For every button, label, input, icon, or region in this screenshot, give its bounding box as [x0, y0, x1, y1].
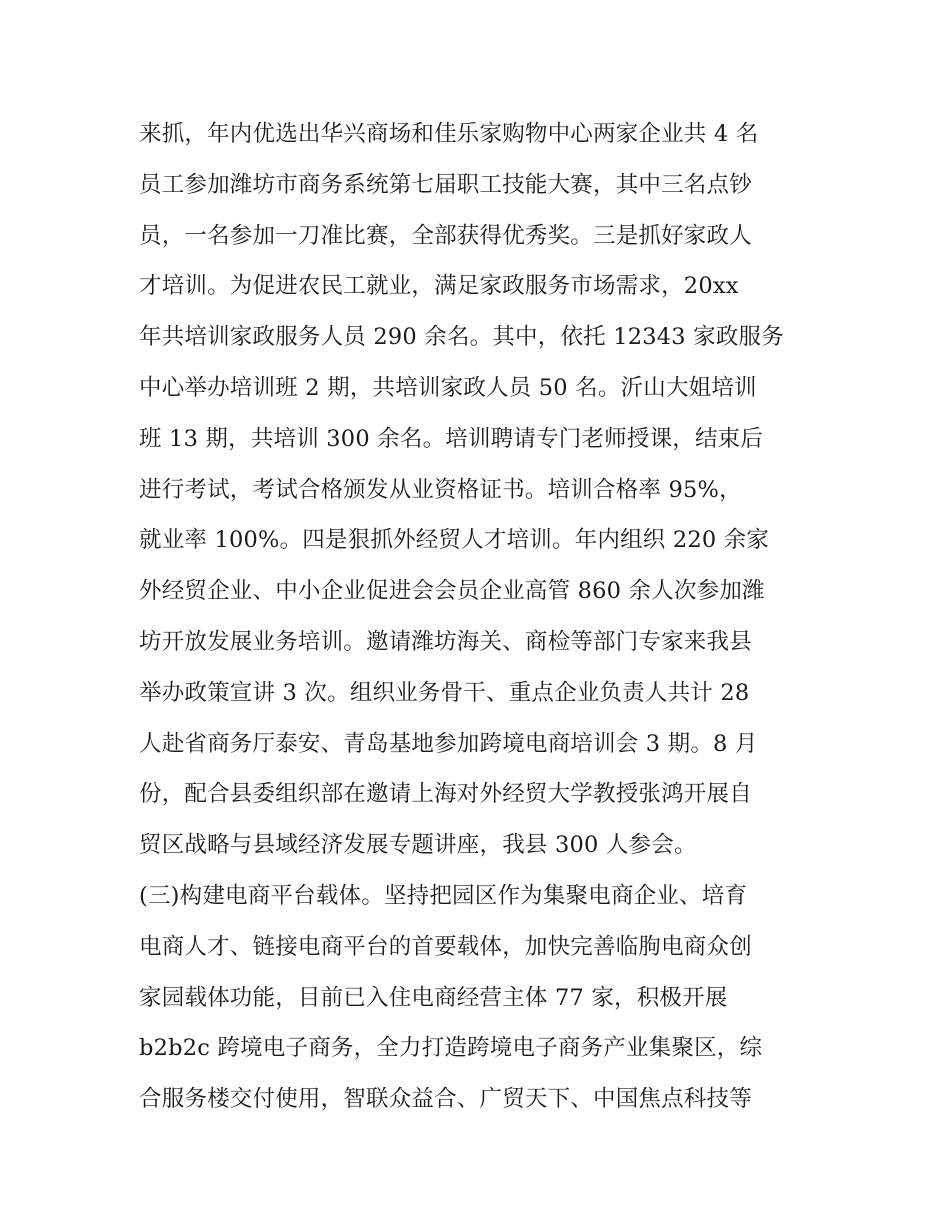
text-line-20: 合服务楼交付使用，智联众益合、广贸天下、中国焦点科技等: [139, 1086, 752, 1113]
text-line-19: b2b2c 跨境电子商务，全力打造跨境电子商务产业集聚区，综: [139, 1035, 763, 1062]
text-line-5: 年共培训家政服务人员 290 余名。其中，依托 12343 家政服务: [139, 324, 784, 351]
text-line-4: 才培训。为促进农民工就业，满足家政服务市场需求，20xx: [139, 273, 739, 300]
text-line-15: 贸区战略与县域经济发展专题讲座，我县 300 人参会。: [139, 832, 697, 859]
text-line-8: 进行考试，考试合格颁发从业资格证书。培训合格率 95%，: [139, 476, 742, 503]
text-line-18: 家园载体功能，目前已入住电商经营主体 77 家，积极开展: [139, 984, 728, 1011]
text-line-1: 来抓，年内优选出华兴商场和佳乐家购物中心两家企业共 4 名: [139, 121, 759, 147]
text-line-11: 坊开放发展业务培训。邀请潍坊海关、商检等部门专家来我县: [139, 628, 752, 655]
text-line-14: 份，配合县委组织部在邀请上海对外经贸大学教授张鸿开展自: [139, 781, 752, 808]
text-line-2: 员工参加潍坊市商务系统第七届职工技能大赛，其中三名点钞: [139, 171, 752, 198]
text-line-16: (三)构建电商平台载体。坚持把园区作为集聚电商企业、培育: [139, 882, 748, 909]
body-text: [139, 109, 829, 1125]
text-line-13: 人赴省商务厅泰安、青岛基地参加跨境电商培训会 3 期。8 月: [139, 730, 758, 757]
text-line-10: 外经贸企业、中小企业促进会会员企业高管 860 余人次参加潍: [139, 578, 765, 605]
text-line-9: 就业率 100%。四是狠抓外经贸人才培训。年内组织 220 余家: [139, 527, 770, 554]
text-line-17: 电商人才、链接电商平台的首要载体，加快完善临朐电商众创: [139, 933, 752, 960]
text-line-7: 班 13 期，共培训 300 余名。培训聘请专门老师授课，结束后: [139, 425, 764, 452]
text-line-6: 中心举办培训班 2 期，共培训家政人员 50 名。沂山大姐培训: [139, 374, 757, 401]
text-line-12: 举办政策宣讲 3 次。组织业务骨干、重点企业负责人共计 28: [139, 679, 750, 706]
text-line-3: 员，一名参加一刀准比赛，全部获得优秀奖。三是抓好家政人: [139, 222, 752, 249]
